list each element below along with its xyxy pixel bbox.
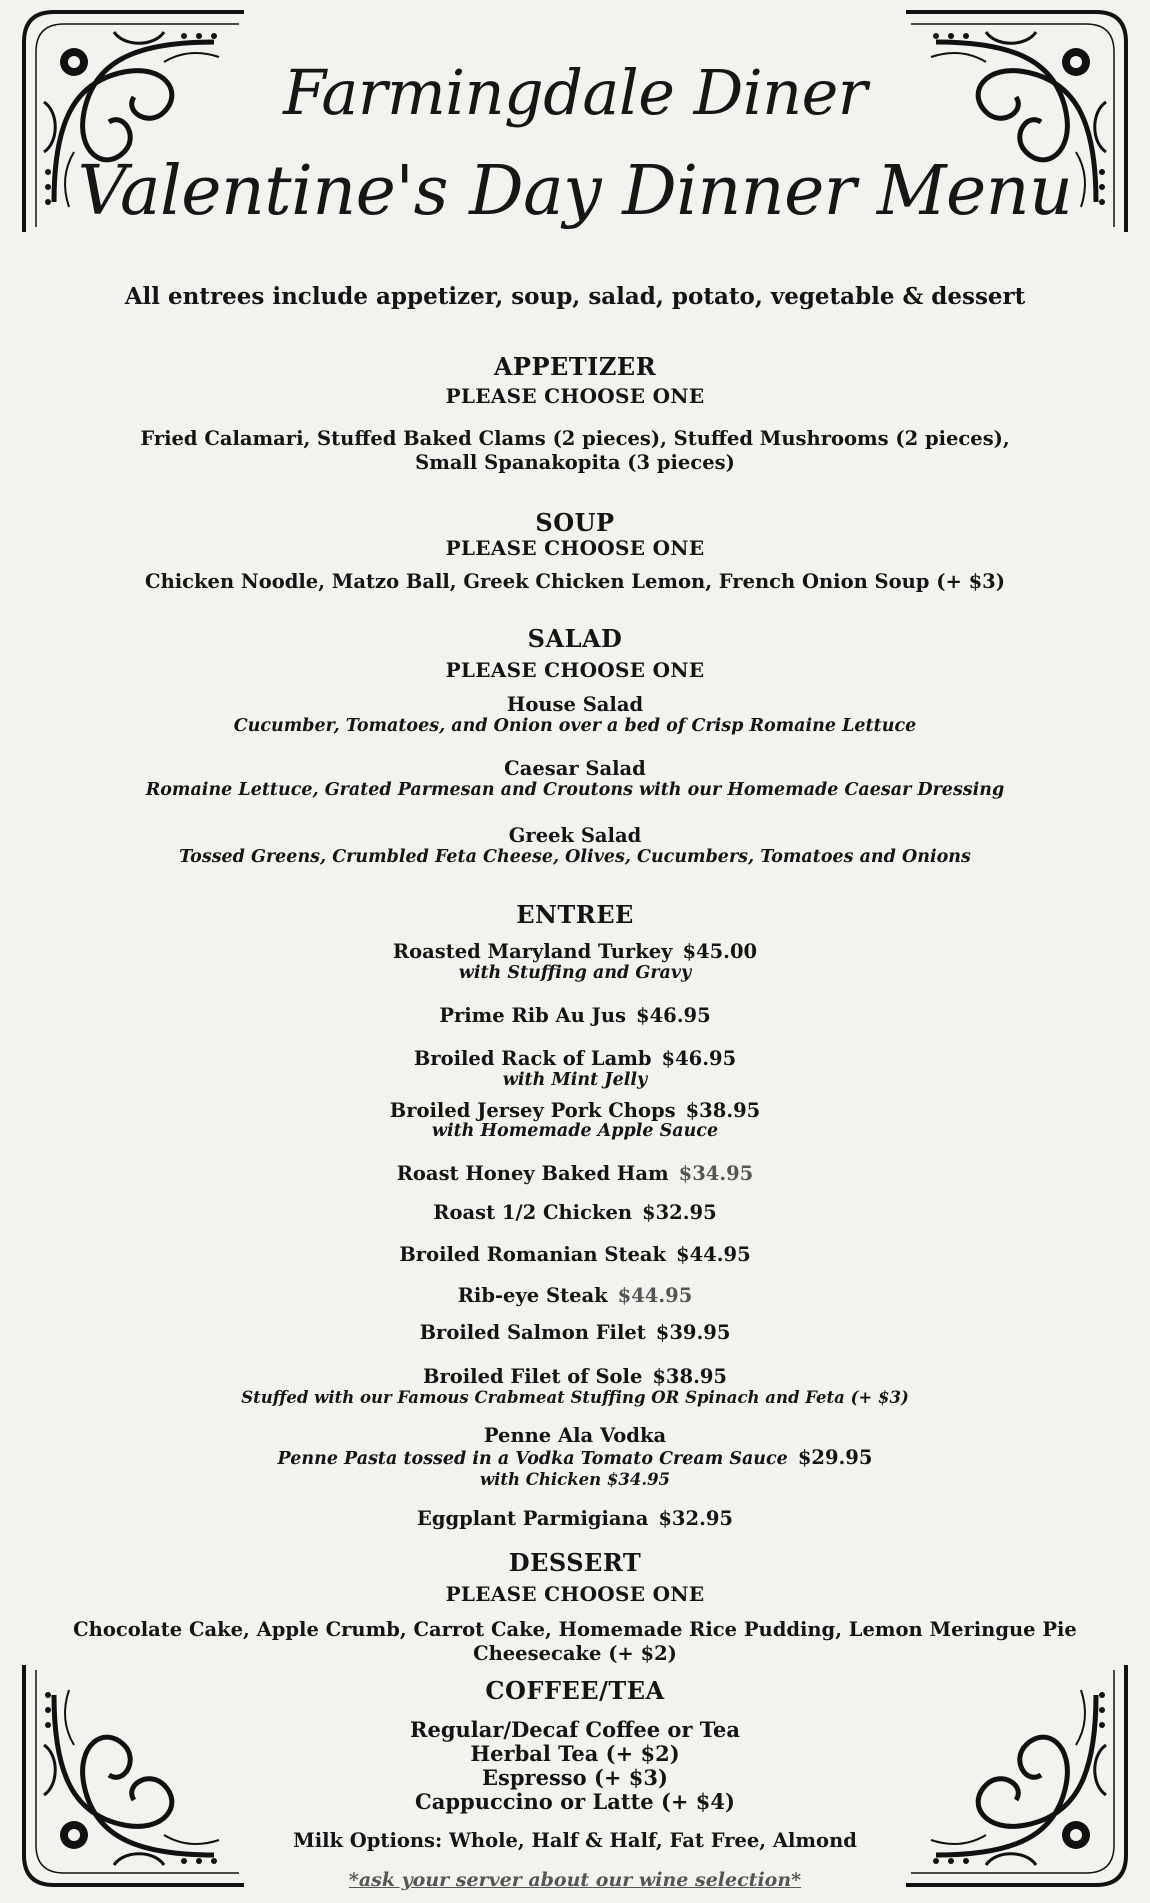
menu-title: Valentine's Day Dinner Menu bbox=[77, 152, 1073, 231]
appetizer-choose: PLEASE CHOOSE ONE bbox=[445, 384, 705, 408]
entree-price: $44.95 bbox=[676, 1243, 751, 1266]
entree-name: Penne Ala Vodka bbox=[483, 1424, 667, 1447]
dessert-line-2: Cheesecake (+ $2) bbox=[473, 1642, 677, 1665]
entree-desc: Penne Pasta tossed in a Vodka Tomato Cream Sauce bbox=[277, 1449, 788, 1469]
appetizer-line-1: Fried Calamari, Stuffed Baked Clams (2 pieces), Stuffed Mushrooms (2 pieces), bbox=[140, 427, 1010, 450]
entree-desc: with Mint Jelly bbox=[502, 1070, 648, 1090]
entree-name: Broiled Filet of Sole bbox=[423, 1365, 643, 1388]
entree-item bbox=[0, 1162, 1150, 1185]
soup-line: Chicken Noodle, Matzo Ball, Greek Chicken Lemon, French Onion Soup (+ $3) bbox=[145, 570, 1005, 593]
entree-price: $44.95 bbox=[617, 1284, 693, 1307]
entree-price: $45.00 bbox=[682, 940, 758, 963]
salad-choose: PLEASE CHOOSE ONE bbox=[445, 658, 705, 682]
salad-item-desc: Romaine Lettuce, Grated Parmesan and Croutons with our Homemade Caesar Dressing bbox=[145, 780, 1005, 800]
entree-name: Broiled Rack of Lamb bbox=[413, 1047, 652, 1070]
appetizer-heading: APPETIZER bbox=[493, 352, 657, 381]
entree-name: Prime Rib Au Jus bbox=[439, 1004, 627, 1027]
entree-item bbox=[0, 1243, 1150, 1266]
wine-note bbox=[0, 1869, 1150, 1891]
diner-name-title: Farmingdale Diner bbox=[283, 56, 867, 129]
salad-item-name: Greek Salad bbox=[508, 824, 642, 847]
salad-item-name: House Salad bbox=[506, 693, 644, 716]
wine-note-text: *ask your server about our wine selection* bbox=[348, 1869, 802, 1891]
entree-price: $46.95 bbox=[661, 1047, 737, 1070]
salad-item-desc: Cucumber, Tomatoes, and Onion over a bed of Crisp Romaine Lettuce bbox=[233, 716, 917, 736]
dessert-choose: PLEASE CHOOSE ONE bbox=[445, 1582, 705, 1606]
entree-price: $38.95 bbox=[652, 1365, 727, 1388]
soup-choose: PLEASE CHOOSE ONE bbox=[445, 536, 705, 560]
appetizer-line-2: Small Spanakopita (3 pieces) bbox=[415, 451, 735, 474]
entree-name: Broiled Salmon Filet bbox=[419, 1321, 646, 1344]
entree-price: $32.95 bbox=[642, 1201, 717, 1224]
entree-price: $29.95 bbox=[797, 1446, 873, 1469]
dessert-heading: DESSERT bbox=[508, 1548, 642, 1577]
entree-item bbox=[0, 1004, 1150, 1027]
entree-name: Rib-eye Steak bbox=[457, 1284, 608, 1307]
entree-item bbox=[0, 1446, 1150, 1469]
intro-text: All entrees include appetizer, soup, salad, potato, vegetable & dessert bbox=[124, 283, 1026, 310]
coffee-line: Regular/Decaf Coffee or Tea bbox=[410, 1717, 740, 1742]
salad-item-desc: Tossed Greens, Crumbled Feta Cheese, Olives, Cucumbers, Tomatoes and Onions bbox=[179, 847, 971, 867]
entree-price: $39.95 bbox=[655, 1321, 731, 1344]
coffee-line: Cappuccino or Latte (+ $4) bbox=[415, 1789, 735, 1814]
coffee-line: Espresso (+ $3) bbox=[482, 1765, 668, 1790]
entree-name: Broiled Jersey Pork Chops bbox=[389, 1099, 676, 1122]
entree-price: $38.95 bbox=[685, 1099, 761, 1122]
entree-heading: ENTREE bbox=[516, 900, 634, 929]
entree-name: Roast 1/2 Chicken bbox=[433, 1201, 633, 1224]
coffee-line: Herbal Tea (+ $2) bbox=[470, 1741, 680, 1766]
entree-item bbox=[0, 1321, 1150, 1344]
milk-options: Milk Options: Whole, Half & Half, Fat Free, Almond bbox=[293, 1829, 857, 1852]
entree-desc: Stuffed with our Famous Crabmeat Stuffing OR Spinach and Feta (+ $3) bbox=[241, 1388, 909, 1407]
entree-price: $46.95 bbox=[636, 1004, 711, 1027]
entree-desc: with Homemade Apple Sauce bbox=[431, 1121, 719, 1141]
entree-item bbox=[0, 1047, 1150, 1070]
entree-item bbox=[0, 1099, 1150, 1122]
entree-item bbox=[0, 1284, 1150, 1307]
entree-item bbox=[0, 1201, 1150, 1224]
entree-item bbox=[0, 1507, 1150, 1530]
entree-price: $32.95 bbox=[658, 1507, 733, 1530]
dessert-line-1: Chocolate Cake, Apple Crumb, Carrot Cake, Homemade Rice Pudding, Lemon Meringue Pie bbox=[73, 1618, 1077, 1641]
entree-name: Roasted Maryland Turkey bbox=[392, 940, 673, 963]
entree-name: Roast Honey Baked Ham bbox=[396, 1162, 669, 1185]
entree-desc: with Stuffing and Gravy bbox=[458, 963, 692, 983]
soup-heading: SOUP bbox=[535, 508, 615, 537]
entree-item bbox=[0, 1365, 1150, 1388]
entree-desc: with Chicken $34.95 bbox=[479, 1470, 671, 1489]
salad-heading: SALAD bbox=[527, 624, 623, 653]
entree-price: $34.95 bbox=[678, 1162, 754, 1185]
entree-name: Broiled Romanian Steak bbox=[399, 1243, 667, 1266]
coffee-heading: COFFEE/TEA bbox=[485, 1676, 665, 1705]
salad-item-name: Caesar Salad bbox=[504, 757, 646, 780]
entree-name: Eggplant Parmigiana bbox=[416, 1507, 649, 1530]
entree-item bbox=[0, 940, 1150, 963]
